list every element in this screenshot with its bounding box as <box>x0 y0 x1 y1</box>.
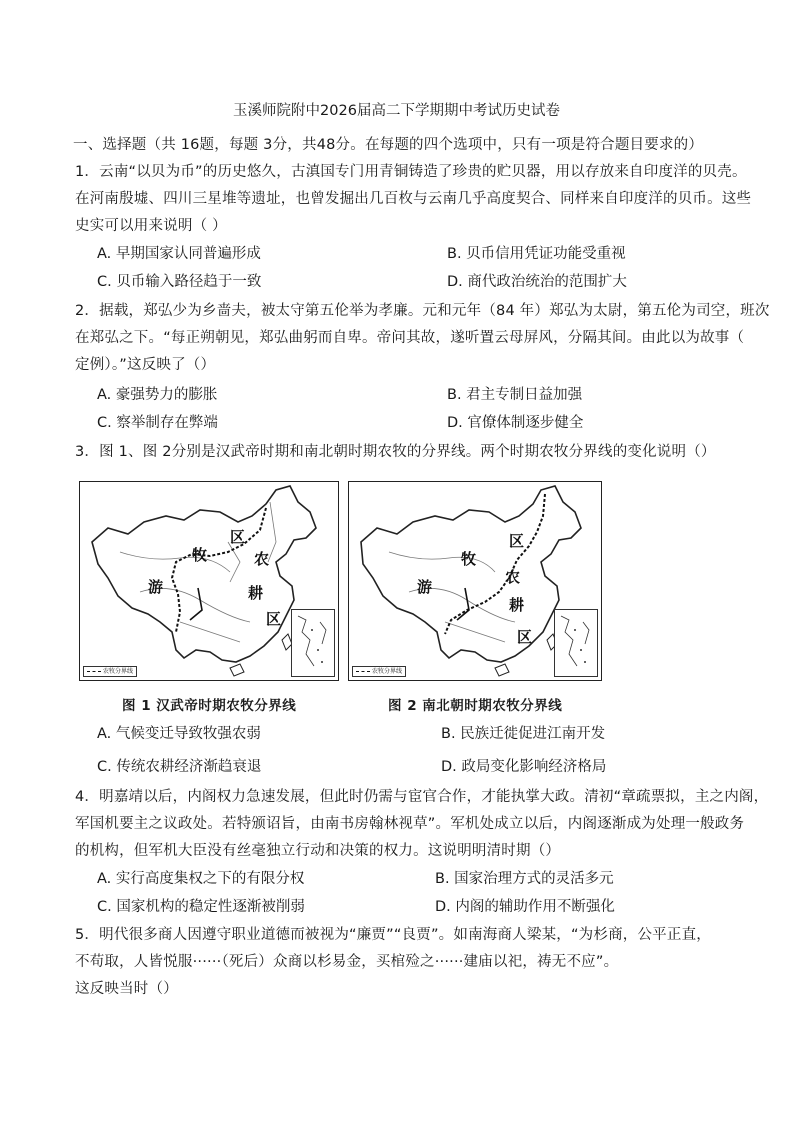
hainan-outline <box>495 664 509 676</box>
section-header: 一、选择题（共 16题，每题 3分，共48分。在每题的四个选项中，只有一项是符合题目要求的） <box>73 137 704 153</box>
q3-line-1: 3．图 1、图 2分别是汉武帝时期和南北朝时期农牧的分界线。两个时期农牧分界线的变化说明（） <box>75 444 716 460</box>
q4-option-c: C. 国家机构的稳定性逐渐被削弱 <box>97 899 305 915</box>
q4-option-a: A. 实行高度集权之下的有限分权 <box>97 871 305 887</box>
region-label: 农 <box>505 568 521 586</box>
hainan-outline <box>230 664 244 676</box>
region-label: 区 <box>266 610 282 628</box>
region-label: 区 <box>517 628 533 646</box>
q1-option-d: D. 商代政治统治的范围扩大 <box>447 274 627 290</box>
q4-line-3: 的机构，但军机大臣没有丝毫独立行动和决策的权力。这说明明清时期（） <box>75 843 561 859</box>
river-lines <box>120 552 250 642</box>
figure-1-caption: 图 1 汉武帝时期农牧分界线 <box>122 698 297 714</box>
region-label: 游 <box>148 578 164 596</box>
region-label: 耕 <box>509 596 525 614</box>
q3-option-d: D. 政局变化影响经济格局 <box>441 759 607 775</box>
q5-line-2: 不苟取，人皆悦服······（死后）众商以杉易金，买棺殓之······建庙以祀，祷无不应”。 <box>75 954 619 970</box>
figure-2-map <box>348 481 602 681</box>
q2-option-c: C. 察举制存在弊端 <box>97 415 218 431</box>
south-china-sea-inset <box>291 609 335 677</box>
region-label: 农 <box>254 550 270 568</box>
q5-line-3: 这反映当时（） <box>75 981 178 997</box>
china-outline <box>92 486 316 662</box>
region-label: 区 <box>509 532 525 550</box>
south-china-sea-inset <box>554 609 598 677</box>
q4-line-1: 4．明嘉靖以后，内阁权力急速发展，但此时仍需与宦官合作，才能执掌大政。清初“章疏票拟，主之内阁， <box>75 789 769 805</box>
q1-option-b: B. 贝币信用凭证功能受重视 <box>447 246 626 262</box>
q2-line-3: 定例）。”这反映了（） <box>75 357 216 373</box>
map-legend: 农牧分界线 <box>352 666 406 677</box>
q1-line-1: 1．云南“以贝为币”的历史悠久，古滇国专门用青铜铸造了珍贵的贮贝器，用以存放来自印度洋的贝壳。 <box>75 164 747 180</box>
region-label: 游 <box>417 578 433 596</box>
q5-line-1: 5．明代很多商人因遵守职业道德而被视为“廉贾”“良贾”。如南海商人梁某，“为杉商，公平正直， <box>75 927 711 943</box>
figure-1-map <box>79 481 339 681</box>
q4-line-2: 军国机要主之议政处。若特颁诏旨，由南书房翰林视草”。军机处成立以后，内阁逐渐成为处理一般政务 <box>75 816 745 832</box>
region-label: 牧 <box>192 546 208 564</box>
region-label: 耕 <box>248 584 264 602</box>
q1-option-c: C. 贝币输入路径趋于一致 <box>97 274 262 290</box>
q4-option-d: D. 内阁的辅助作用不断强化 <box>435 899 615 915</box>
exam-title: 玉溪师院附中2026届高二下学期期中考试历史试卷 <box>233 103 560 119</box>
boundary-line-1 <box>172 508 266 632</box>
q1-line-3: 史实可以用来说明（ ） <box>75 218 227 234</box>
region-label: 牧 <box>461 550 477 568</box>
china-outline <box>361 486 581 662</box>
map-legend: 农牧分界线 <box>83 666 137 677</box>
q4-option-b: B. 国家治理方式的灵活多元 <box>435 871 614 887</box>
q2-option-a: A. 豪强势力的膨胀 <box>97 387 218 403</box>
q2-option-b: B. 君主专制日益加强 <box>447 387 583 403</box>
q2-line-2: 在郑弘之下。“每正朔朝见，郑弘曲躬而自卑。帝问其故，遂听置云母屏风，分隔其间。由此以为故事（ <box>75 330 745 346</box>
q2-option-d: D. 官僚体制逐步健全 <box>447 415 584 431</box>
region-label: 区 <box>230 528 246 546</box>
q1-line-2: 在河南殷墟、四川三星堆等遗址，也曾发掘出几百枚与云南几乎高度契合、同样来自印度洋的贝币。这些 <box>75 191 752 207</box>
river-lines <box>389 552 515 642</box>
q3-option-a: A. 气候变迁导致牧强农弱 <box>97 726 261 742</box>
q1-option-a: A. 早期国家认同普遍形成 <box>97 246 261 262</box>
q2-line-1: 2．据载，郑弘少为乡啬夫，被太守第五伦举为孝廉。元和元年（84 年）郑弘为太尉，第五伦为司空，班次 <box>75 303 770 319</box>
q3-option-c: C. 传统农耕经济渐趋衰退 <box>97 759 262 775</box>
figure-2-caption: 图 2 南北朝时期农牧分界线 <box>388 698 563 714</box>
q3-option-b: B. 民族迁徙促进江南开发 <box>441 726 606 742</box>
